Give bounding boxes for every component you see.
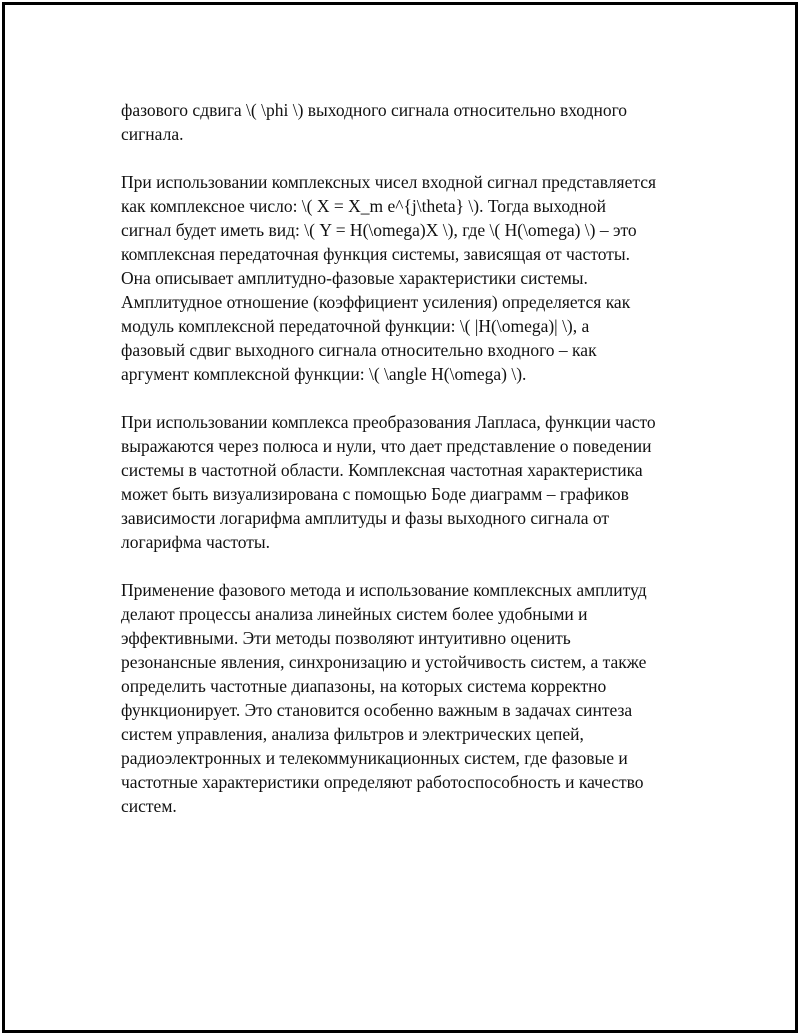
text-line: эффективными. Эти методы позволяют интуитивно оценить (121, 628, 571, 648)
text-line: радиоэлектронных и телекоммуникационных систем, где фазовые и (121, 748, 628, 768)
paragraph-laplace (121, 410, 701, 554)
text-line: Применение фазового метода и использование комплексных амплитуд (121, 580, 647, 600)
text-line: системы в частотной области. Комплексная частотная характеристика (121, 460, 643, 480)
text-line: модуль комплексной передаточной функции: \( |H(\omega)| \), а (121, 316, 590, 336)
paragraph-application (121, 578, 701, 818)
text-line: сигнал будет иметь вид: \( Y = H(\omega)X \), где \( H(\omega) \) – это (121, 220, 637, 240)
text-line: Амплитудное отношение (коэффициент усиления) определяется как (121, 292, 631, 312)
text-line: частотные характеристики определяют работоспособность и качество (121, 772, 644, 792)
paragraph-complex-numbers (121, 170, 701, 386)
text-line: определить частотные диапазоны, на которых система корректно (121, 676, 607, 696)
text-line: резонансные явления, синхронизацию и устойчивость систем, а также (121, 652, 647, 672)
text-line: выражаются через полюса и нули, что дает представление о поведении (121, 436, 652, 456)
text-line: систем управления, анализа фильтров и электрических цепей, (121, 724, 584, 744)
text-line: Она описывает амплитудно-фазовые характеристики системы. (121, 268, 588, 288)
text-line: При использовании комплексных чисел входной сигнал представляется (121, 172, 657, 192)
text-line: При использовании комплекса преобразования Лапласа, функции часто (121, 412, 656, 432)
text-line: логарифма частоты. (121, 532, 271, 552)
text-line: функционирует. Это становится особенно важным в задачах синтеза (121, 700, 633, 720)
text-line: как комплексное число: \( X = X_m e^{j\theta} \). Тогда выходной (121, 196, 607, 216)
text-line: фазовый сдвиг выходного сигнала относительно входного – как (121, 340, 597, 360)
text-line: фазового сдвига \( \phi \) выходного сигнала относительно входного (121, 100, 628, 120)
paragraph-phase-shift (121, 98, 701, 146)
text-line: может быть визуализирована с помощью Боде диаграмм – графиков (121, 484, 629, 504)
text-line: систем. (121, 796, 177, 816)
text-line: зависимости логарифма амплитуды и фазы выходного сигнала от (121, 508, 610, 528)
text-line: аргумент комплексной функции: \( \angle H(\omega) \). (121, 364, 527, 384)
page-frame (2, 2, 798, 1033)
page-content (121, 98, 701, 842)
text-line: сигнала. (121, 124, 184, 144)
text-line: комплексная передаточная функция системы, зависящая от частоты. (121, 244, 631, 264)
text-line: делают процессы анализа линейных систем более удобными и (121, 604, 588, 624)
